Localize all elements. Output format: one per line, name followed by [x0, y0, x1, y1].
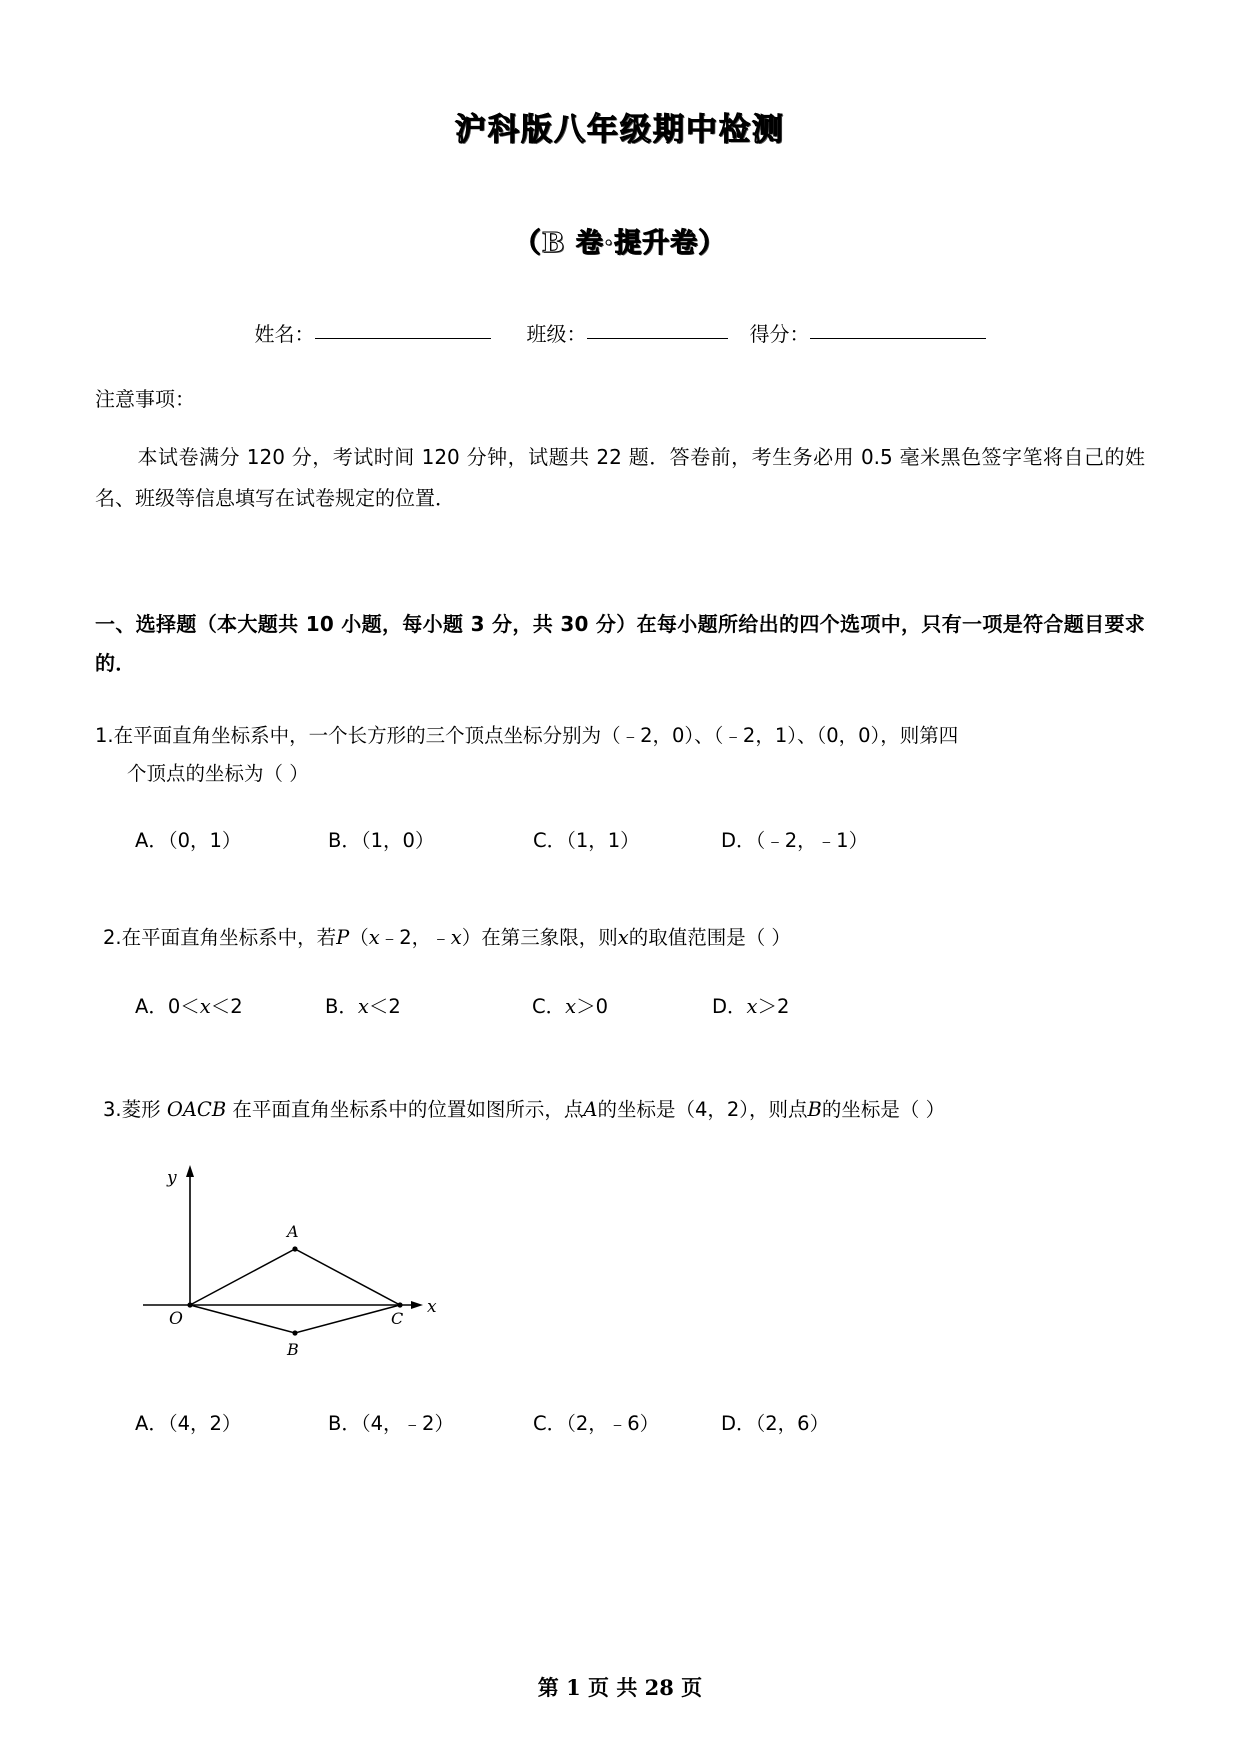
question-3-number: 3.: [103, 1097, 122, 1121]
vertex-b-label: B: [287, 1339, 299, 1359]
question-3-point-b: B: [807, 1097, 822, 1121]
vertex-b-dot: [292, 1330, 297, 1335]
axis-x-label: x: [427, 1296, 437, 1317]
question-3-options: [95, 1408, 1145, 1436]
option-2-a-letter: A．0＜: [135, 994, 200, 1018]
name-blank[interactable]: [315, 337, 491, 339]
option-2-d-var: x: [746, 994, 758, 1018]
identity-line: [95, 318, 1145, 347]
option-1-a[interactable]: A．（0，1）: [135, 828, 242, 852]
option-2-b-letter: B．: [325, 994, 358, 1018]
vertex-a-dot: [292, 1246, 297, 1251]
question-1: [95, 717, 1145, 793]
option-2-d-letter: D．: [712, 994, 747, 1018]
question-3-stem-prefix: 菱形: [121, 1097, 161, 1121]
option-1-c[interactable]: C．（1，1）: [533, 828, 640, 852]
option-3-a[interactable]: A．（4，2）: [135, 1411, 242, 1435]
question-2: [95, 919, 1145, 957]
option-2-b[interactable]: [325, 991, 532, 1019]
option-2-a-var: x: [199, 994, 211, 1018]
option-2-c[interactable]: [532, 991, 712, 1019]
question-3-stem-mid: 在平面直角坐标系中的位置如图所示，点: [232, 1097, 584, 1121]
question-2-var-x3: x: [617, 925, 629, 949]
vertex-c-label: C: [391, 1308, 404, 1328]
score-field[interactable]: [750, 318, 986, 347]
rhombus-coordinate-diagram: [135, 1157, 475, 1372]
question-2-options: [95, 991, 1145, 1019]
question-2-number: 2.: [103, 925, 122, 949]
y-axis-arrow: [186, 1165, 194, 1177]
option-3-b[interactable]: B．（4，﹣2）: [328, 1411, 454, 1435]
option-2-c-letter: C．: [532, 994, 566, 1018]
class-label: 班级：: [526, 321, 587, 346]
question-2-stem-mid2: ﹣2，﹣: [379, 925, 451, 949]
rhombus-outline: [190, 1249, 400, 1333]
question-2-stem-mid: （: [349, 925, 369, 949]
question-2-point-p: P: [336, 925, 350, 949]
notice-heading: 注意事项：: [95, 386, 195, 411]
option-1-b[interactable]: B．（1，0）: [328, 828, 435, 852]
question-1-stem-line1: 在平面直角坐标系中，一个长方形的三个顶点坐标分别为（﹣2，0）、（﹣2，1）、（0，0），则第四: [113, 723, 959, 747]
class-field[interactable]: [527, 318, 728, 347]
option-2-c-var: x: [565, 994, 577, 1018]
origin-label: O: [169, 1308, 183, 1329]
class-blank[interactable]: [587, 337, 728, 339]
notice-line-2: 将自己的姓名、班级等信息填写在试卷规定的位置．: [95, 444, 1146, 510]
option-2-c-rest: ＞0: [576, 994, 609, 1018]
vertex-c-dot: [397, 1302, 402, 1307]
question-3-stem-suffix: 的坐标是（ ）: [821, 1097, 946, 1121]
page-subtitle: （B 卷·提升卷）: [513, 228, 727, 260]
vertex-o-dot: [187, 1302, 192, 1307]
name-field[interactable]: [255, 318, 491, 347]
axis-y-label: y: [167, 1167, 177, 1188]
question-3: [95, 1091, 1145, 1129]
question-1-number: 1.: [95, 723, 114, 747]
option-2-a[interactable]: [135, 991, 325, 1019]
option-2-b-var: x: [357, 994, 369, 1018]
score-label: 得分：: [749, 321, 810, 346]
question-1-options: [95, 825, 1145, 853]
x-axis-arrow: [411, 1301, 423, 1309]
option-2-a-rest: ＜2: [210, 994, 243, 1018]
vertex-a-label: A: [287, 1221, 299, 1241]
question-3-figure: [95, 1157, 1145, 1376]
question-2-stem-suffix: 的取值范围是（ ）: [628, 925, 791, 949]
question-3-shape-label: OACB: [166, 1097, 227, 1121]
question-3-point-a: A: [583, 1097, 598, 1121]
option-2-b-rest: ＜2: [368, 994, 401, 1018]
option-2-d-rest: ＞2: [757, 994, 790, 1018]
option-3-d[interactable]: D．（2，6）: [721, 1411, 830, 1435]
score-blank[interactable]: [810, 337, 986, 339]
question-2-stem-prefix: 在平面直角坐标系中，若: [121, 925, 337, 949]
question-3-stem-mid2: 的坐标是（4，2），则点: [597, 1097, 808, 1121]
option-1-d[interactable]: D．（﹣2，﹣1）: [721, 828, 869, 852]
section-heading-choice: 一、选择题（本大题共 10 小题，每小题 3 分，共 30 分）在每小题所给出的四个选项中，只有一项是符合题目要求的．: [95, 611, 1145, 675]
option-2-d[interactable]: [712, 991, 789, 1019]
question-2-var-x2: x: [450, 925, 462, 949]
question-2-var-x1: x: [368, 925, 380, 949]
question-1-stem-line2: 个顶点的坐标为（ ）: [127, 761, 309, 785]
name-label: 姓名：: [254, 321, 315, 346]
page-footer: 第 1 页 共 28 页: [537, 1675, 703, 1700]
page-title: 沪科版八年级期中检测: [455, 112, 785, 148]
question-2-stem-mid3: ）在第三象限，则: [461, 925, 618, 949]
option-3-c[interactable]: C．（2，﹣6）: [533, 1411, 660, 1435]
notice-body: [95, 437, 1145, 519]
notice-line-1: 本试卷满分 120 分，考试时间 120 分钟，试题共 22 题．答卷前，考生务必用 0.5 毫米黑色签字笔: [137, 444, 1044, 469]
